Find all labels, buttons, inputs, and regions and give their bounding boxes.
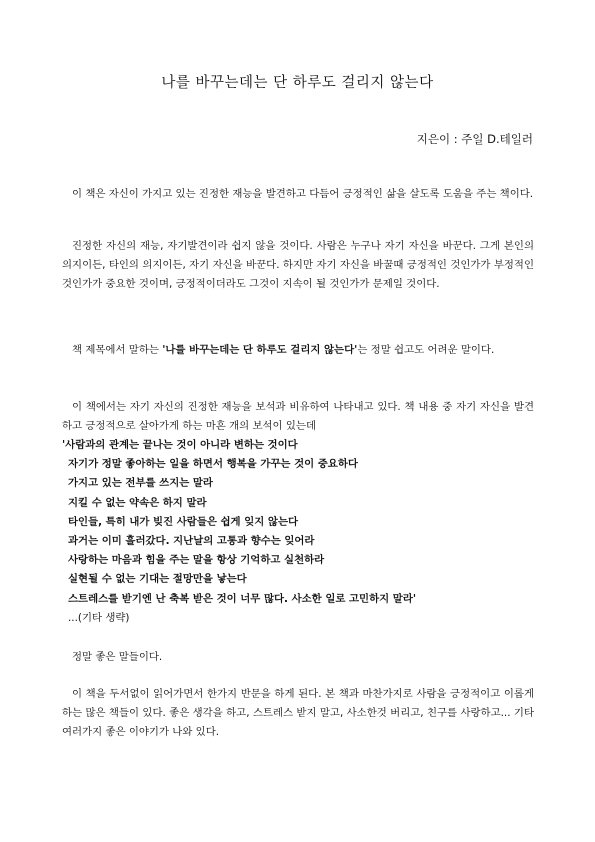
quote-item: '사람과의 관계는 끝나는 것이 아니라 변하는 것이다 xyxy=(62,439,298,451)
book-title-quote: '나를 바꾸는데는 단 하루도 걸리지 않는다' xyxy=(162,344,358,356)
quote-item: 스트레스를 받기엔 난 축복 받은 것이 너무 많다. 사소한 일로 고민하지 말라' xyxy=(68,592,417,605)
paragraph-2: 진정한 자신의 재능, 자기발견이라 쉽지 않을 것이다. 사람은 누구나 자기 자신을 바꾼다. 그게 본인의 의지이든, 타인의 의지이든, 자기 자신을 바꾼다. 하지만 자기 자신을 바꿀때 긍정적인 것인가가 부정적인 것인가가 중요한 것이며, 긍정적이더라도 그것이 지속이 될 것인가가 문제일 것이다. xyxy=(62,240,534,290)
quote-item: 타인들, 특히 내가 빚진 사람들은 쉽게 잊지 않는다 xyxy=(68,515,299,528)
quote-item: 사랑하는 마음과 힘을 주는 말을 항상 기억하고 실천하라 xyxy=(68,554,325,567)
paragraph-3-prefix: 책 제목에서 말하는 xyxy=(72,344,163,356)
paragraph-3 xyxy=(62,341,534,360)
paragraph-5: 정말 좋은 말들이다. xyxy=(72,651,163,663)
paragraph-1: 이 책은 자신이 가지고 있는 진정한 재능을 발견하고 다듬어 긍정적인 삶을 살도록 도움을 주는 책이다. xyxy=(72,188,534,200)
quote-item: 자기가 정말 좋아하는 일을 하면서 행복을 가꾸는 것이 중요하다 xyxy=(68,458,358,471)
author-line: 지은이 : 주일 D.테일러 xyxy=(416,132,533,146)
quote-item: 지킬 수 없는 약속은 하지 말라 xyxy=(68,496,207,509)
paragraph-3-suffix: 는 정말 쉽고도 어려운 말이다. xyxy=(357,344,495,356)
quote-item: 가지고 있는 전부를 쓰지는 말라 xyxy=(68,477,213,490)
paragraph-6: 이 책을 두서없이 읽어가면서 한가지 반문을 하게 된다. 본 책과 마찬가지로 사람을 긍정적이고 이롭게 하는 많은 책들이 있다. 좋은 생각을 하고, 스트레스 받지 말고, 사소한것 버리고, 친구를 사랑하고... 기타 여러가지 좋은 이야기가 나와 있다. xyxy=(62,688,534,738)
quote-item-ellipsis: ...(기타 생략) xyxy=(68,611,130,624)
quote-item: 실현될 수 없는 기대는 절망만을 낳는다 xyxy=(68,573,247,586)
quote-item: 과거는 이미 흘러갔다. 지난날의 고통과 향수는 잊어라 xyxy=(68,535,315,548)
quote-list xyxy=(62,436,534,628)
paragraph-4: 이 책에서는 자기 자신의 진정한 재능을 보석과 비유하여 나타내고 있다. 책 내용 중 자기 자신을 발견하고 긍정적으로 살아가게 하는 마흔 개의 보석이 있는데 xyxy=(62,401,534,432)
document-title: 나를 바꾸는데는 단 하루도 걸리지 않는다 xyxy=(161,75,434,91)
